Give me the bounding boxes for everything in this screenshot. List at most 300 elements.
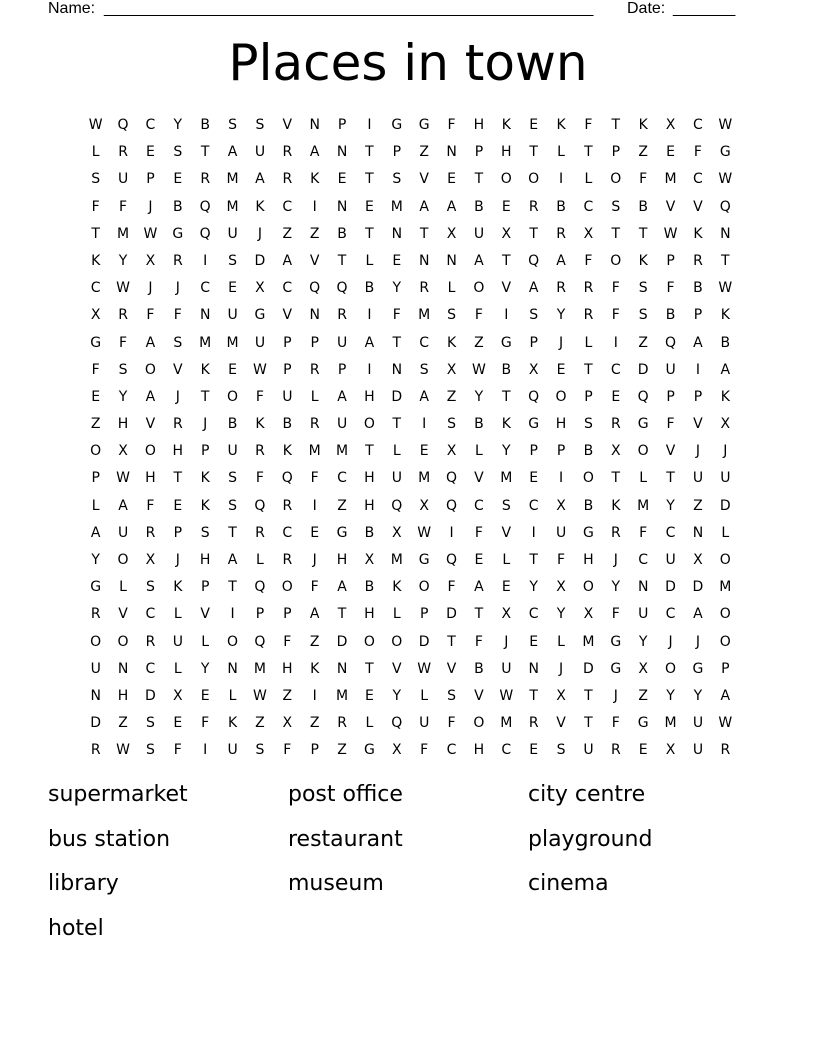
grid-letter: Z xyxy=(638,687,648,704)
grid-letter: S xyxy=(173,144,183,161)
grid-letter: O xyxy=(90,443,102,460)
grid-letter: H xyxy=(364,388,375,405)
grid-letter: F xyxy=(119,334,128,351)
grid-letter: U xyxy=(692,742,704,759)
grid-letter: J xyxy=(695,443,700,460)
grid-letter: C xyxy=(693,171,703,188)
grid-letter: X xyxy=(90,307,101,324)
grid-letter: J xyxy=(175,552,180,568)
grid-letter: N xyxy=(391,225,403,242)
grid-row xyxy=(82,411,739,438)
grid-letter: V xyxy=(693,416,703,433)
grid-letter: J xyxy=(613,552,618,568)
grid-letter: P xyxy=(283,334,292,351)
grid-row xyxy=(82,221,739,248)
grid-letter: C xyxy=(282,280,293,297)
grid-letter: K xyxy=(611,497,621,514)
grid-letter: W xyxy=(417,660,432,677)
grid-letter: L xyxy=(721,524,730,541)
word-list-item: library xyxy=(48,871,119,896)
grid-letter: U xyxy=(692,715,704,732)
grid-letter: C xyxy=(337,470,347,487)
grid-letter: U xyxy=(473,225,485,242)
grid-letter: F xyxy=(693,144,702,161)
grid-letter: D xyxy=(90,715,102,732)
grid-letter: L xyxy=(557,633,565,650)
grid-letter: P xyxy=(255,606,265,623)
grid-letter: K xyxy=(255,198,265,215)
grid-letter: O xyxy=(582,470,594,487)
grid-letter: S xyxy=(501,497,511,514)
grid-letter: T xyxy=(474,171,484,188)
grid-letter: N xyxy=(117,660,129,677)
grid-letter: I xyxy=(367,307,372,324)
grid-letter: J xyxy=(203,416,208,433)
grid-letter: V xyxy=(665,198,676,215)
grid-letter: O xyxy=(144,361,156,378)
grid-letter: L xyxy=(639,470,648,487)
grid-letter: I xyxy=(504,307,509,324)
grid-letter: K xyxy=(200,497,210,514)
grid-letter: Y xyxy=(91,552,100,568)
grid-letter: I xyxy=(531,524,536,541)
grid-letter: Y xyxy=(556,307,566,324)
grid-letter: O xyxy=(363,416,375,433)
grid-letter: V xyxy=(446,660,457,677)
word-row xyxy=(48,820,768,865)
grid-letter: Q xyxy=(391,715,403,732)
grid-letter: I xyxy=(422,416,427,433)
grid-letter: X xyxy=(145,552,156,568)
grid-letter: F xyxy=(639,524,648,541)
grid-letter: D xyxy=(336,633,348,650)
grid-letter: E xyxy=(529,470,539,487)
grid-letter: R xyxy=(90,742,101,759)
grid-letter: T xyxy=(584,144,593,161)
grid-letter: F xyxy=(119,198,128,215)
grid-letter: S xyxy=(419,361,429,378)
grid-letter: Q xyxy=(528,252,540,269)
grid-letter: R xyxy=(309,361,320,378)
grid-letter: L xyxy=(502,552,511,568)
grid-letter: A xyxy=(227,144,238,161)
grid-letter: W xyxy=(253,687,267,704)
grid-letter: K xyxy=(446,334,457,351)
grid-letter: P xyxy=(666,252,675,269)
grid-letter: E xyxy=(173,171,183,188)
grid-letter: X xyxy=(720,416,731,433)
grid-letter: R xyxy=(583,307,594,324)
grid-letter: Y xyxy=(611,579,621,596)
grid-letter: J xyxy=(312,552,317,568)
grid-letter: X xyxy=(611,443,621,460)
grid-letter: H xyxy=(501,144,512,161)
word-list xyxy=(48,775,768,953)
grid-row xyxy=(82,656,739,683)
grid-letter: B xyxy=(200,117,210,133)
date-label: Date: xyxy=(627,0,666,17)
grid-letter: V xyxy=(282,307,293,324)
grid-letter: P xyxy=(173,524,183,541)
grid-letter: O xyxy=(227,633,239,650)
grid-letter: L xyxy=(584,171,593,188)
grid-letter: Y xyxy=(173,117,183,133)
grid-letter: C xyxy=(528,497,539,514)
grid-letter: S xyxy=(583,416,593,433)
grid-letter: W xyxy=(718,280,733,297)
grid-letter: N xyxy=(336,198,348,215)
grid-row xyxy=(82,547,739,574)
grid-letter: L xyxy=(392,606,401,623)
word-list-item: hotel xyxy=(48,915,104,941)
grid-letter: G xyxy=(637,416,649,433)
grid-row xyxy=(82,737,739,764)
grid-letter: G xyxy=(500,334,512,351)
grid-letter: C xyxy=(474,497,484,514)
grid-letter: N xyxy=(391,361,403,378)
grid-letter: G xyxy=(418,552,430,568)
grid-letter: I xyxy=(613,334,618,351)
grid-letter: O xyxy=(418,579,430,596)
grid-letter: I xyxy=(558,470,564,487)
grid-letter: P xyxy=(200,579,210,596)
grid-letter: K xyxy=(173,579,183,596)
grid-letter: X xyxy=(255,280,265,297)
grid-letter: X xyxy=(282,715,293,732)
grid-letter: Y xyxy=(693,687,703,704)
grid-letter: L xyxy=(310,388,319,405)
grid-letter: P xyxy=(200,443,210,460)
grid-letter: A xyxy=(282,252,293,269)
grid-letter: Q xyxy=(391,497,403,514)
grid-letter: A xyxy=(419,198,429,215)
grid-row xyxy=(82,166,739,193)
grid-letter: N xyxy=(528,660,539,677)
grid-row xyxy=(82,302,739,329)
grid-letter: O xyxy=(637,443,649,460)
grid-letter: G xyxy=(583,524,594,541)
grid-letter: W xyxy=(417,524,432,541)
grid-letter: J xyxy=(148,280,153,297)
grid-letter: X xyxy=(392,524,402,541)
grid-letter: U xyxy=(336,334,348,351)
grid-letter: U xyxy=(638,606,649,623)
grid-letter: E xyxy=(501,198,511,215)
grid-letter: X xyxy=(583,606,594,623)
grid-letter: M xyxy=(637,497,650,514)
grid-letter: M xyxy=(664,171,677,188)
grid-letter: U xyxy=(336,416,348,433)
grid-letter: Y xyxy=(638,633,648,650)
grid-row xyxy=(82,601,739,628)
grid-letter: O xyxy=(227,388,239,405)
grid-letter: L xyxy=(420,687,429,704)
grid-letter: A xyxy=(693,606,703,623)
grid-letter: O xyxy=(117,633,129,650)
grid-letter: R xyxy=(610,742,621,759)
grid-letter: V xyxy=(501,524,512,541)
grid-row xyxy=(82,357,739,384)
grid-letter: L xyxy=(256,552,264,568)
grid-letter: O xyxy=(582,579,594,596)
grid-letter: J xyxy=(175,388,180,405)
grid-letter: O xyxy=(719,606,731,623)
grid-letter: C xyxy=(638,552,649,568)
grid-letter: O xyxy=(610,171,622,188)
grid-letter: G xyxy=(364,742,375,759)
grid-letter: C xyxy=(200,280,211,297)
grid-row xyxy=(82,520,739,547)
grid-letter: S xyxy=(447,416,456,433)
grid-letter: U xyxy=(419,715,430,732)
grid-letter: D xyxy=(637,361,649,378)
grid-letter: V xyxy=(474,470,484,487)
grid-letter: V xyxy=(392,660,402,677)
grid-letter: E xyxy=(529,742,539,759)
grid-letter: E xyxy=(365,198,374,215)
grid-letter: F xyxy=(201,715,210,732)
grid-letter: Z xyxy=(474,334,484,351)
grid-letter: M xyxy=(390,198,403,215)
grid-letter: R xyxy=(583,280,594,297)
grid-letter: X xyxy=(638,660,648,677)
grid-letter: E xyxy=(666,144,675,161)
word-list-item: bus station xyxy=(48,826,171,852)
grid-letter: F xyxy=(173,742,182,759)
word-list-item: supermarket xyxy=(48,782,188,807)
grid-letter: J xyxy=(504,633,509,650)
grid-letter: A xyxy=(118,497,128,514)
grid-letter: T xyxy=(365,225,374,242)
grid-letter: W xyxy=(116,470,130,487)
grid-letter: C xyxy=(282,524,293,541)
grid-letter: Y xyxy=(118,388,128,405)
name-field[interactable]: _______________________________________________________ xyxy=(104,0,594,17)
grid-letter: Y xyxy=(666,687,675,704)
grid-letter: M xyxy=(226,198,239,215)
grid-letter: T xyxy=(666,470,675,487)
grid-letter: O xyxy=(555,388,567,405)
grid-letter: M xyxy=(253,660,266,677)
grid-letter: Q xyxy=(528,388,540,405)
grid-letter: F xyxy=(310,470,319,487)
grid-letter: R xyxy=(172,252,183,269)
grid-letter: J xyxy=(613,687,618,704)
grid-letter: Z xyxy=(118,715,128,732)
grid-letter: F xyxy=(91,361,100,378)
word-row xyxy=(48,864,768,909)
grid-letter: J xyxy=(695,633,700,650)
grid-letter: F xyxy=(283,742,292,759)
grid-letter: Q xyxy=(665,334,677,351)
grid-letter: G xyxy=(719,144,731,161)
grid-letter: O xyxy=(610,252,622,269)
grid-letter: Z xyxy=(282,687,293,704)
word-list-item: museum xyxy=(288,871,384,896)
grid-letter: H xyxy=(473,742,485,759)
grid-letter: V xyxy=(145,416,156,433)
grid-letter: M xyxy=(199,334,212,351)
grid-letter: E xyxy=(173,497,183,514)
grid-letter: E xyxy=(228,280,237,297)
grid-letter: M xyxy=(336,687,349,704)
grid-letter: U xyxy=(117,171,129,188)
grid-letter: S xyxy=(118,361,128,378)
grid-letter: T xyxy=(337,252,347,269)
grid-letter: F xyxy=(283,633,292,650)
grid-letter: Q xyxy=(446,497,458,514)
grid-letter: Q xyxy=(446,552,458,568)
grid-letter: S xyxy=(447,687,456,704)
grid-letter: A xyxy=(474,252,484,269)
grid-letter: X xyxy=(556,497,566,514)
grid-letter: Z xyxy=(446,388,457,405)
grid-letter: F xyxy=(447,117,456,133)
grid-letter: Y xyxy=(529,579,538,596)
grid-letter: B xyxy=(364,280,375,297)
grid-letter: T xyxy=(529,144,538,161)
grid-letter: W xyxy=(143,225,158,242)
grid-letter: L xyxy=(173,606,182,623)
grid-letter: T xyxy=(365,171,374,188)
grid-letter: N xyxy=(90,687,101,704)
grid-letter: M xyxy=(500,715,513,732)
name-label: Name: xyxy=(48,0,96,17)
grid-letter: X xyxy=(419,497,429,514)
grid-letter: G xyxy=(90,579,102,596)
word-list-item: cinema xyxy=(528,871,609,896)
grid-letter: I xyxy=(558,171,564,188)
grid-letter: S xyxy=(228,117,237,133)
grid-letter: I xyxy=(449,524,454,541)
grid-letter: W xyxy=(718,715,733,732)
grid-letter: S xyxy=(529,307,539,324)
grid-letter: Y xyxy=(556,606,566,623)
grid-letter: F xyxy=(91,198,100,215)
grid-letter: A xyxy=(145,388,156,405)
grid-letter: Z xyxy=(337,497,347,514)
grid-letter: X xyxy=(528,361,539,378)
grid-letter: N xyxy=(336,144,348,161)
grid-letter: P xyxy=(611,144,621,161)
grid-letter: K xyxy=(227,715,238,732)
grid-letter: S xyxy=(611,198,621,215)
grid-letter: L xyxy=(119,579,127,596)
word-list-item: city centre xyxy=(528,782,646,807)
grid-letter: V xyxy=(665,443,676,460)
grid-letter: P xyxy=(283,606,292,623)
grid-letter: F xyxy=(146,307,155,324)
grid-letter: T xyxy=(529,225,538,242)
grid-letter: O xyxy=(90,633,102,650)
grid-letter: T xyxy=(584,361,593,378)
date-field[interactable]: _______ xyxy=(673,0,736,17)
grid-letter: L xyxy=(365,715,374,732)
grid-letter: G xyxy=(418,117,430,133)
letter-grid xyxy=(82,112,739,765)
grid-letter: B xyxy=(720,334,731,351)
grid-letter: P xyxy=(474,144,484,161)
grid-letter: R xyxy=(118,144,128,161)
grid-letter: Q xyxy=(446,470,458,487)
grid-letter: P xyxy=(283,361,292,378)
grid-letter: S xyxy=(638,307,648,324)
grid-letter: N xyxy=(720,225,731,242)
grid-letter: K xyxy=(638,117,648,133)
grid-row xyxy=(82,683,739,710)
grid-letter: X xyxy=(145,252,156,269)
grid-letter: X xyxy=(173,687,183,704)
grid-letter: F xyxy=(447,715,456,732)
grid-letter: B xyxy=(665,307,676,324)
grid-letter: H xyxy=(364,470,375,487)
grid-letter: T xyxy=(638,225,648,242)
grid-letter: T xyxy=(392,416,402,433)
grid-letter: E xyxy=(501,579,511,596)
grid-row xyxy=(82,384,739,411)
grid-letter: O xyxy=(665,660,677,677)
grid-letter: F xyxy=(666,416,675,433)
grid-letter: F xyxy=(474,633,483,650)
grid-letter: T xyxy=(365,443,374,460)
grid-letter: G xyxy=(528,416,540,433)
grid-letter: K xyxy=(693,225,703,242)
grid-letter: R xyxy=(419,280,430,297)
grid-row xyxy=(82,194,739,221)
grid-letter: T xyxy=(529,687,538,704)
grid-letter: H xyxy=(145,470,156,487)
grid-letter: R xyxy=(200,171,211,188)
grid-letter: M xyxy=(719,579,732,596)
grid-letter: X xyxy=(693,552,703,568)
grid-letter: C xyxy=(665,524,676,541)
grid-letter: G xyxy=(637,715,649,732)
grid-letter: F xyxy=(611,715,620,732)
grid-letter: P xyxy=(584,388,593,405)
grid-row xyxy=(82,248,739,275)
grid-letter: C xyxy=(145,606,156,623)
grid-letter: I xyxy=(367,117,372,133)
grid-letter: T xyxy=(474,606,484,623)
grid-letter: Y xyxy=(502,443,511,460)
grid-letter: K xyxy=(638,252,648,269)
grid-letter: W xyxy=(472,361,486,378)
grid-letter: U xyxy=(282,388,293,405)
grid-letter: S xyxy=(392,171,402,188)
grid-letter: F xyxy=(146,497,155,514)
grid-letter: N xyxy=(637,579,649,596)
grid-letter: P xyxy=(310,334,319,351)
grid-letter: U xyxy=(227,742,238,759)
grid-letter: P xyxy=(693,388,703,405)
grid-letter: F xyxy=(447,579,456,596)
grid-letter: S xyxy=(638,280,648,297)
grid-row xyxy=(82,710,739,737)
grid-letter: A xyxy=(309,144,320,161)
grid-letter: T xyxy=(584,687,593,704)
grid-letter: N xyxy=(446,144,457,161)
grid-letter: E xyxy=(638,742,648,759)
grid-letter: A xyxy=(720,361,731,378)
grid-letter: P xyxy=(419,606,429,623)
grid-letter: B xyxy=(583,443,594,460)
grid-letter: Z xyxy=(419,144,429,161)
grid-letter: N xyxy=(309,307,320,324)
grid-letter: R xyxy=(337,307,347,324)
grid-letter: A xyxy=(309,606,320,623)
grid-letter: I xyxy=(312,198,317,215)
grid-letter: O xyxy=(473,715,485,732)
